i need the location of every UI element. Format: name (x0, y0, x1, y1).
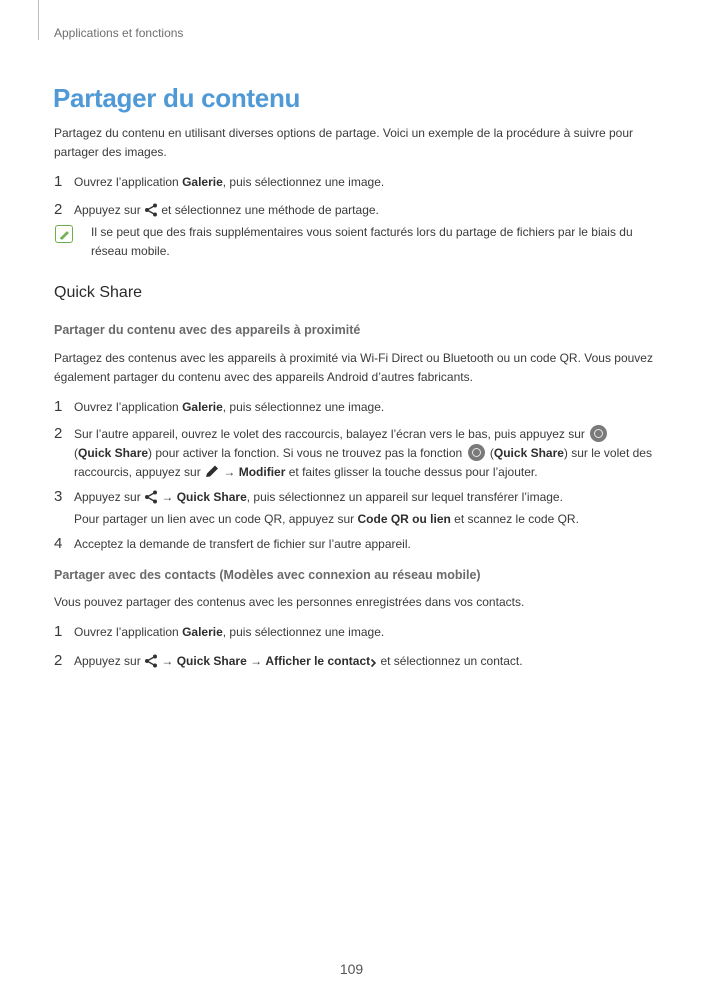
step-number: 1 (54, 398, 63, 415)
section-header: Applications et fonctions (54, 26, 184, 40)
share-icon (144, 203, 158, 223)
page-title: Partager du contenu (53, 83, 301, 113)
step-text: Sur l’autre appareil, ouvrez le volet des raccourcis, balayez l’écran vers le bas, puis appuyez sur (Quick Share) pour activer la fonction. Si vous ne trouvez pas la fonction (Quick Share) sur le volet des raccourcis, appuyez sur → Modifier et faites glisser la touche dessus pour l’ajouter. (74, 425, 654, 485)
step-text: Ouvrez l’application Galerie, puis sélectionnez une image. (74, 625, 385, 639)
step-number: 1 (54, 173, 63, 190)
galerie-label: Galerie (182, 400, 223, 414)
step-number: 1 (54, 623, 63, 640)
header-rule (38, 0, 39, 40)
page-number: 109 (339, 961, 364, 977)
quick-share-label: Quick Share (493, 446, 564, 460)
step-number: 2 (54, 201, 63, 218)
quick-share-label: Quick Share (176, 490, 247, 504)
nearby-heading: Partager du contenu avec des appareils à proximité (54, 323, 361, 337)
step-number: 2 (54, 652, 63, 669)
modifier-label: Modifier (238, 465, 286, 479)
share-icon (144, 654, 158, 674)
quick-share-icon (590, 425, 607, 442)
quick-share-heading: Quick Share (54, 284, 143, 301)
step-text: Ouvrez l’application Galerie, puis sélectionnez une image. (74, 175, 385, 189)
qr-code-label: Code QR ou lien (357, 512, 451, 526)
contacts-description: Vous pouvez partager des contenus avec les personnes enregistrées dans vos contacts. (54, 595, 525, 609)
step-text: Acceptez la demande de transfert de fichier sur l’autre appareil. (74, 537, 411, 551)
step-number: 3 (54, 488, 63, 505)
pencil-icon (204, 464, 220, 485)
nearby-description: Partagez des contenus avec les appareils à proximité via Wi-Fi Direct ou Bluetooth ou un code QR. Vous pouvez également partager du contenu avec des appareils Android d’autres fabricants. (54, 351, 653, 384)
intro-paragraph: Partagez du contenu en utilisant diverses options de partage. Voici un exemple de la procédure à suivre pour partager des images. (54, 126, 634, 159)
contacts-heading: Partager avec des contacts (Modèles avec connexion au réseau mobile) (54, 568, 481, 582)
step-text: Appuyez sur → Quick Share, puis sélectionnez un appareil sur lequel transférer l’image. Pour partager un lien avec un code QR, appuyez sur Code QR ou lien et scannez le code QR. (74, 490, 579, 526)
step-number: 2 (54, 425, 63, 442)
note-icon (55, 225, 73, 243)
note-text: Il se peut que des frais supplémentaires vous soient facturés lors du partage de fichiers par le biais du réseau mobile. (91, 225, 633, 258)
share-icon (144, 490, 158, 510)
step-text: Appuyez sur → Quick Share → Afficher le contact et sélectionnez un contact. (74, 652, 649, 674)
galerie-label: Galerie (182, 175, 223, 189)
show-contact-label: Afficher le contact (265, 654, 371, 668)
quick-share-icon (468, 444, 485, 461)
step-text: Appuyez sur et sélectionnez une méthode de partage. (74, 201, 649, 223)
quick-share-label: Quick Share (176, 654, 247, 668)
quick-share-label: Quick Share (78, 446, 149, 460)
step-text: Ouvrez l’application Galerie, puis sélectionnez une image. (74, 400, 385, 414)
galerie-label: Galerie (182, 625, 223, 639)
step-number: 4 (54, 535, 63, 552)
